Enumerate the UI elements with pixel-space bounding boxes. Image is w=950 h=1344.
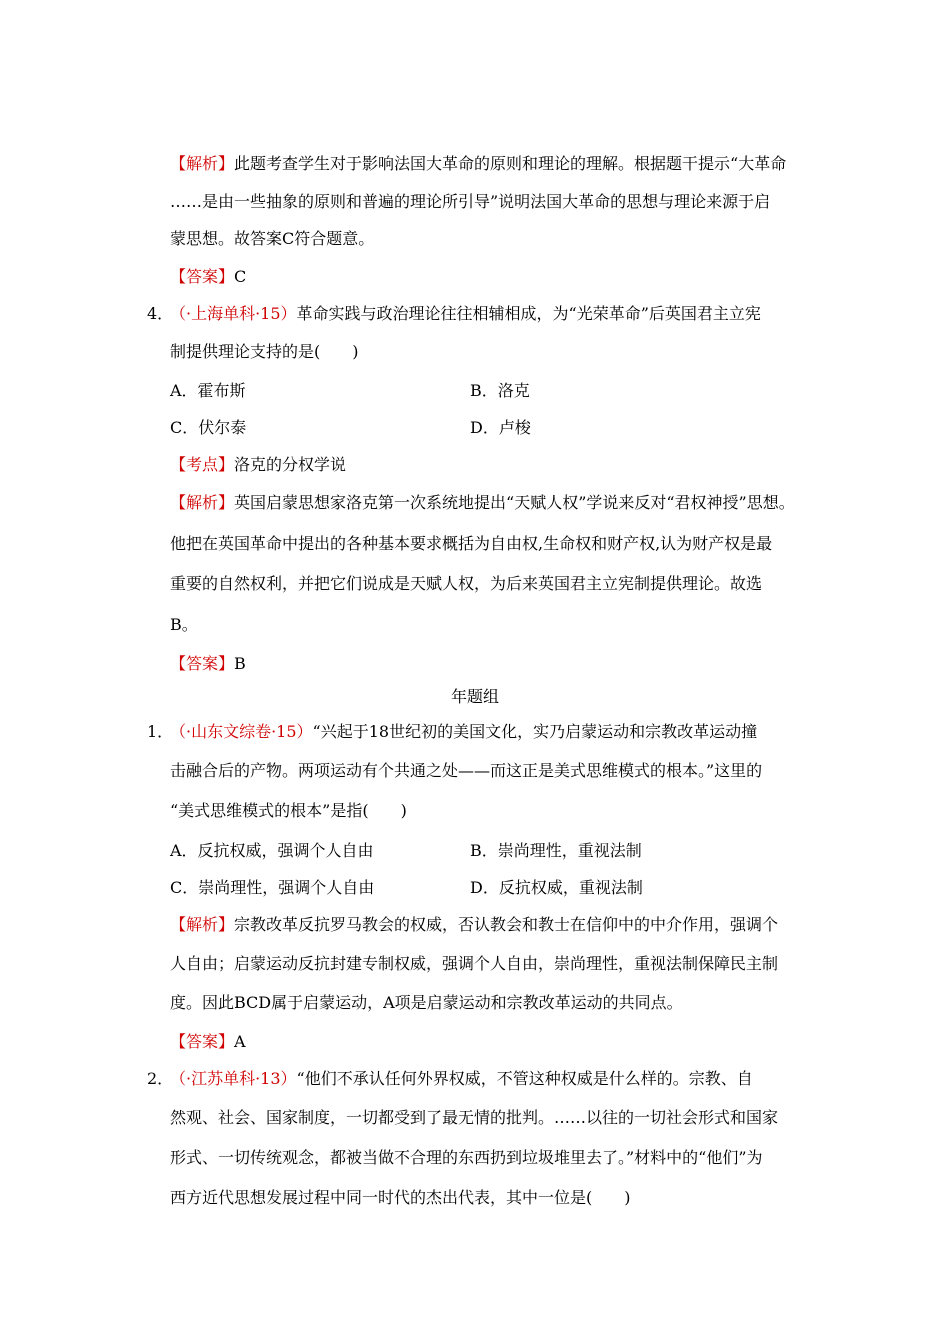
answer-line (170, 1031, 246, 1053)
analysis-line: 【解析】此题考查学生对于影响法国大革命的原则和理论的理解。根据题干提示“大革命 (170, 154, 787, 173)
question-source: （·江苏单科·13） (170, 1069, 297, 1088)
option-c: C．伏尔泰 (170, 418, 247, 437)
option-a: A．霍布斯 (170, 381, 246, 400)
answer-tag: 【答案】 (170, 267, 235, 286)
question-line: （·山东文综卷·15）“兴起于18世纪初的美国文化，实乃启蒙运动和宗教改革运动撞 (170, 722, 758, 741)
analysis-tag: 【解析】 (170, 154, 235, 173)
question-source: （·上海单科·15） (170, 304, 297, 323)
analysis-tag: 【解析】 (170, 915, 235, 934)
option-a: A．反抗权威，强调个人自由 (170, 841, 374, 860)
question-line: “美式思维模式的根本”是指( ) (170, 801, 407, 820)
answer-tag: 【答案】 (170, 654, 235, 673)
question-source: （·山东文综卷·15） (170, 722, 313, 741)
group-heading: 年题组 (450, 687, 499, 706)
analysis-line: 【解析】宗教改革反抗罗马教会的权威，否认教会和教士在信仰中的中介作用，强调个 (170, 915, 779, 934)
option-b: B．洛克 (470, 381, 530, 400)
key-point-line: 【考点】洛克的分权学说 (170, 455, 347, 474)
question-number: 4． (147, 304, 174, 323)
question-line: （·上海单科·15）革命实践与政治理论往往相辅相成，为“光荣革命”后英国君主立宪 (170, 304, 761, 323)
analysis-line: 重要的自然权利，并把它们说成是天赋人权，为后来英国君主立宪制提供理论。故选 (170, 574, 763, 593)
question-line: 击融合后的产物。两项运动有个共通之处——而这正是美式思维模式的根本。”这里的 (170, 761, 763, 780)
analysis-line: B。 (170, 615, 198, 634)
question-number: 1． (147, 722, 174, 741)
question-number: 2． (147, 1069, 174, 1088)
analysis-line: 蒙思想。故答案C符合题意。 (170, 229, 375, 248)
question-line: 形式、一切传统观念，都被当做不合理的东西扔到垃圾堆里去了。”材料中的“他们”为 (170, 1148, 763, 1167)
option-d: D．卢梭 (470, 418, 531, 437)
answer-tag: 【答案】 (170, 1032, 235, 1051)
analysis-tag: 【解析】 (170, 493, 235, 512)
analysis-line: 度。因此BCD属于启蒙运动，A项是启蒙运动和宗教改革运动的共同点。 (170, 993, 683, 1012)
answer-line (170, 266, 246, 288)
answer-line (170, 653, 246, 675)
question-line: （·江苏单科·13）“他们不承认任何外界权威，不管这种权威是什么样的。宗教、自 (170, 1069, 753, 1088)
question-line: 西方近代思想发展过程中同一时代的杰出代表，其中一位是( ) (170, 1188, 631, 1207)
option-b: B．崇尚理性，重视法制 (470, 841, 642, 860)
key-point-tag: 【考点】 (170, 455, 235, 474)
analysis-line: 【解析】英国启蒙思想家洛克第一次系统地提出“天赋人权”学说来反对“君权神授”思想。 (170, 493, 795, 512)
option-c: C．崇尚理性，强调个人自由 (170, 878, 375, 897)
analysis-line: ……是由一些抽象的原则和普遍的理论所引导”说明法国大革命的思想与理论来源于启 (170, 192, 771, 211)
answer-value: A (234, 1032, 246, 1051)
answer-value: C (234, 267, 247, 286)
answer-value: B (234, 654, 246, 673)
question-line: 然观、社会、国家制度，一切都受到了最无情的批判。……以往的一切社会形式和国家 (170, 1108, 779, 1127)
option-d: D．反抗权威，重视法制 (470, 878, 643, 897)
analysis-line: 人自由；启蒙运动反抗封建专制权威，强调个人自由，崇尚理性，重视法制保障民主制 (170, 954, 779, 973)
analysis-line: 他把在英国革命中提出的各种基本要求概括为自由权,生命权和财产权,认为财产权是最 (170, 534, 773, 553)
question-line: 制提供理论支持的是( ) (170, 342, 359, 361)
